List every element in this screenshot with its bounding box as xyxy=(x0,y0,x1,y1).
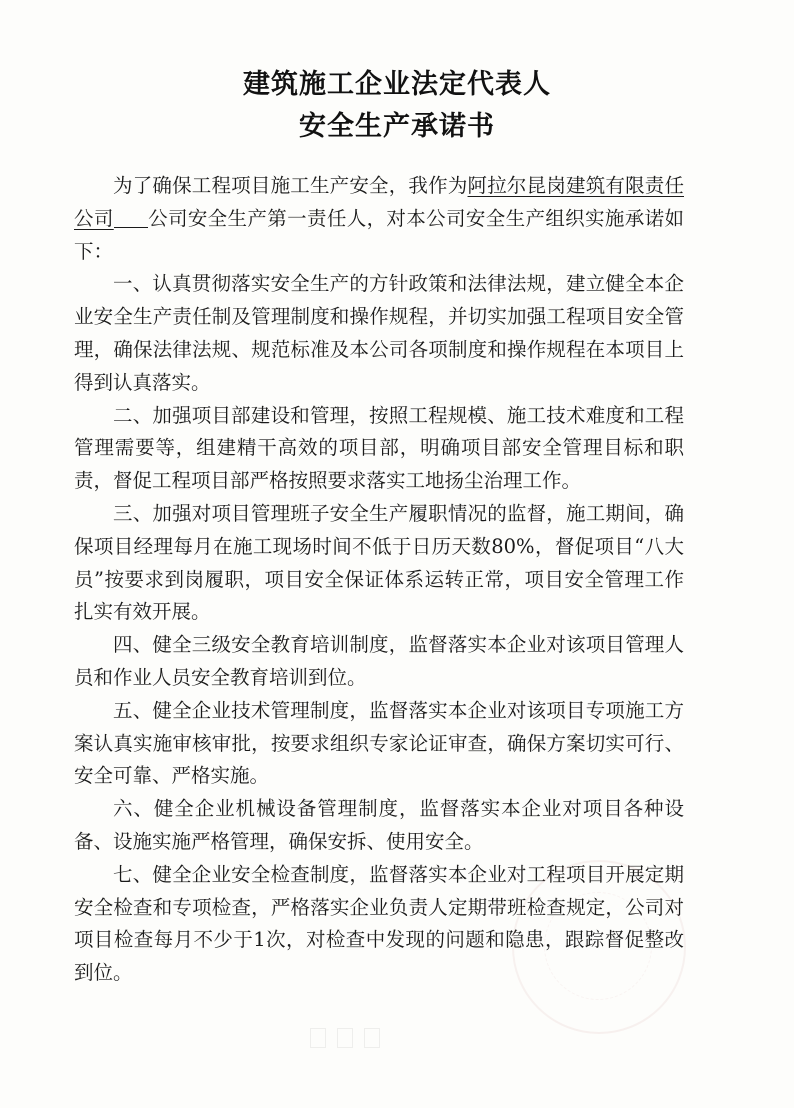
blank-underline xyxy=(114,226,148,228)
commitment-paragraph-5: 五、健全企业技术管理制度，监督落实本企业对该项目专项施工方案认真实施审核审批，按要求组织专家论证审查，确保方案切实可行、安全可靠、严格实施。 xyxy=(74,698,684,788)
commitment-paragraph-4: 四、健全三级安全教育培训制度，监督落实本企业对该项目管理人员和作业人员安全教育培训到位。 xyxy=(74,633,684,689)
faint-mark-glyph xyxy=(364,1028,380,1048)
document-title-line-1: 建筑施工企业法定代表人 xyxy=(243,69,551,100)
commitment-paragraph-1: 一、认真贯彻落实安全生产的方针政策和法律法规，建立健全本企业安全生产责任制及管理制度和操作规程，并切实加强工程项目安全管理，确保法律法规、规范标准及本公司各项制度和操作规程在本项目上得到认真落实。 xyxy=(74,272,684,394)
company-name: 阿拉尔昆岗建筑有限责任公司 xyxy=(74,174,684,230)
faded-seal-inner-ring xyxy=(544,892,652,1000)
intro-paragraph xyxy=(74,170,684,268)
faint-bleed-through-marks xyxy=(310,1028,510,1052)
intro-tail: 公司安全生产第一责任人，对本公司安全生产组织实施承诺如下： xyxy=(74,206,684,263)
commitment-paragraph-2: 二、加强项目部建设和管理，按照工程规模、施工技术难度和工程管理需要等，组建精干高效的项目部，明确项目部安全管理目标和职责，督促工程项目部严格按照要求落实工地扬尘治理工作。 xyxy=(74,403,684,493)
document-title-line-2: 安全生产承诺书 xyxy=(299,111,495,142)
faded-seal-stamp xyxy=(512,860,686,1034)
commitment-paragraph-6: 六、健全企业机械设备管理制度，监督落实本企业对项目各种设备、设施实施严格管理，确保安拆、使用安全。 xyxy=(74,797,684,853)
faint-mark-glyph xyxy=(310,1028,326,1048)
commitment-paragraph-3: 三、加强对项目管理班子安全生产履职情况的监督，施工期间，确保项目经理每月在施工现场时间不低于日历天数80%，督促项目“八大员”按要求到岗履职，项目安全保证体系运转正常，项目安全管理工作扎实有效开展。 xyxy=(74,501,684,624)
commitment-paragraph-7: 七、健全企业安全检查制度，监督落实本企业对工程项目开展定期安全检查和专项检查，严格落实企业负责人定期带班检查规定，公司对项目检查每月不少于1次，对检查中发现的问题和隐患，跟踪督促整改到位。 xyxy=(74,862,684,985)
faint-mark-glyph xyxy=(337,1028,353,1048)
intro-lead: 为了确保工程项目施工生产安全，我作为 xyxy=(113,174,468,197)
